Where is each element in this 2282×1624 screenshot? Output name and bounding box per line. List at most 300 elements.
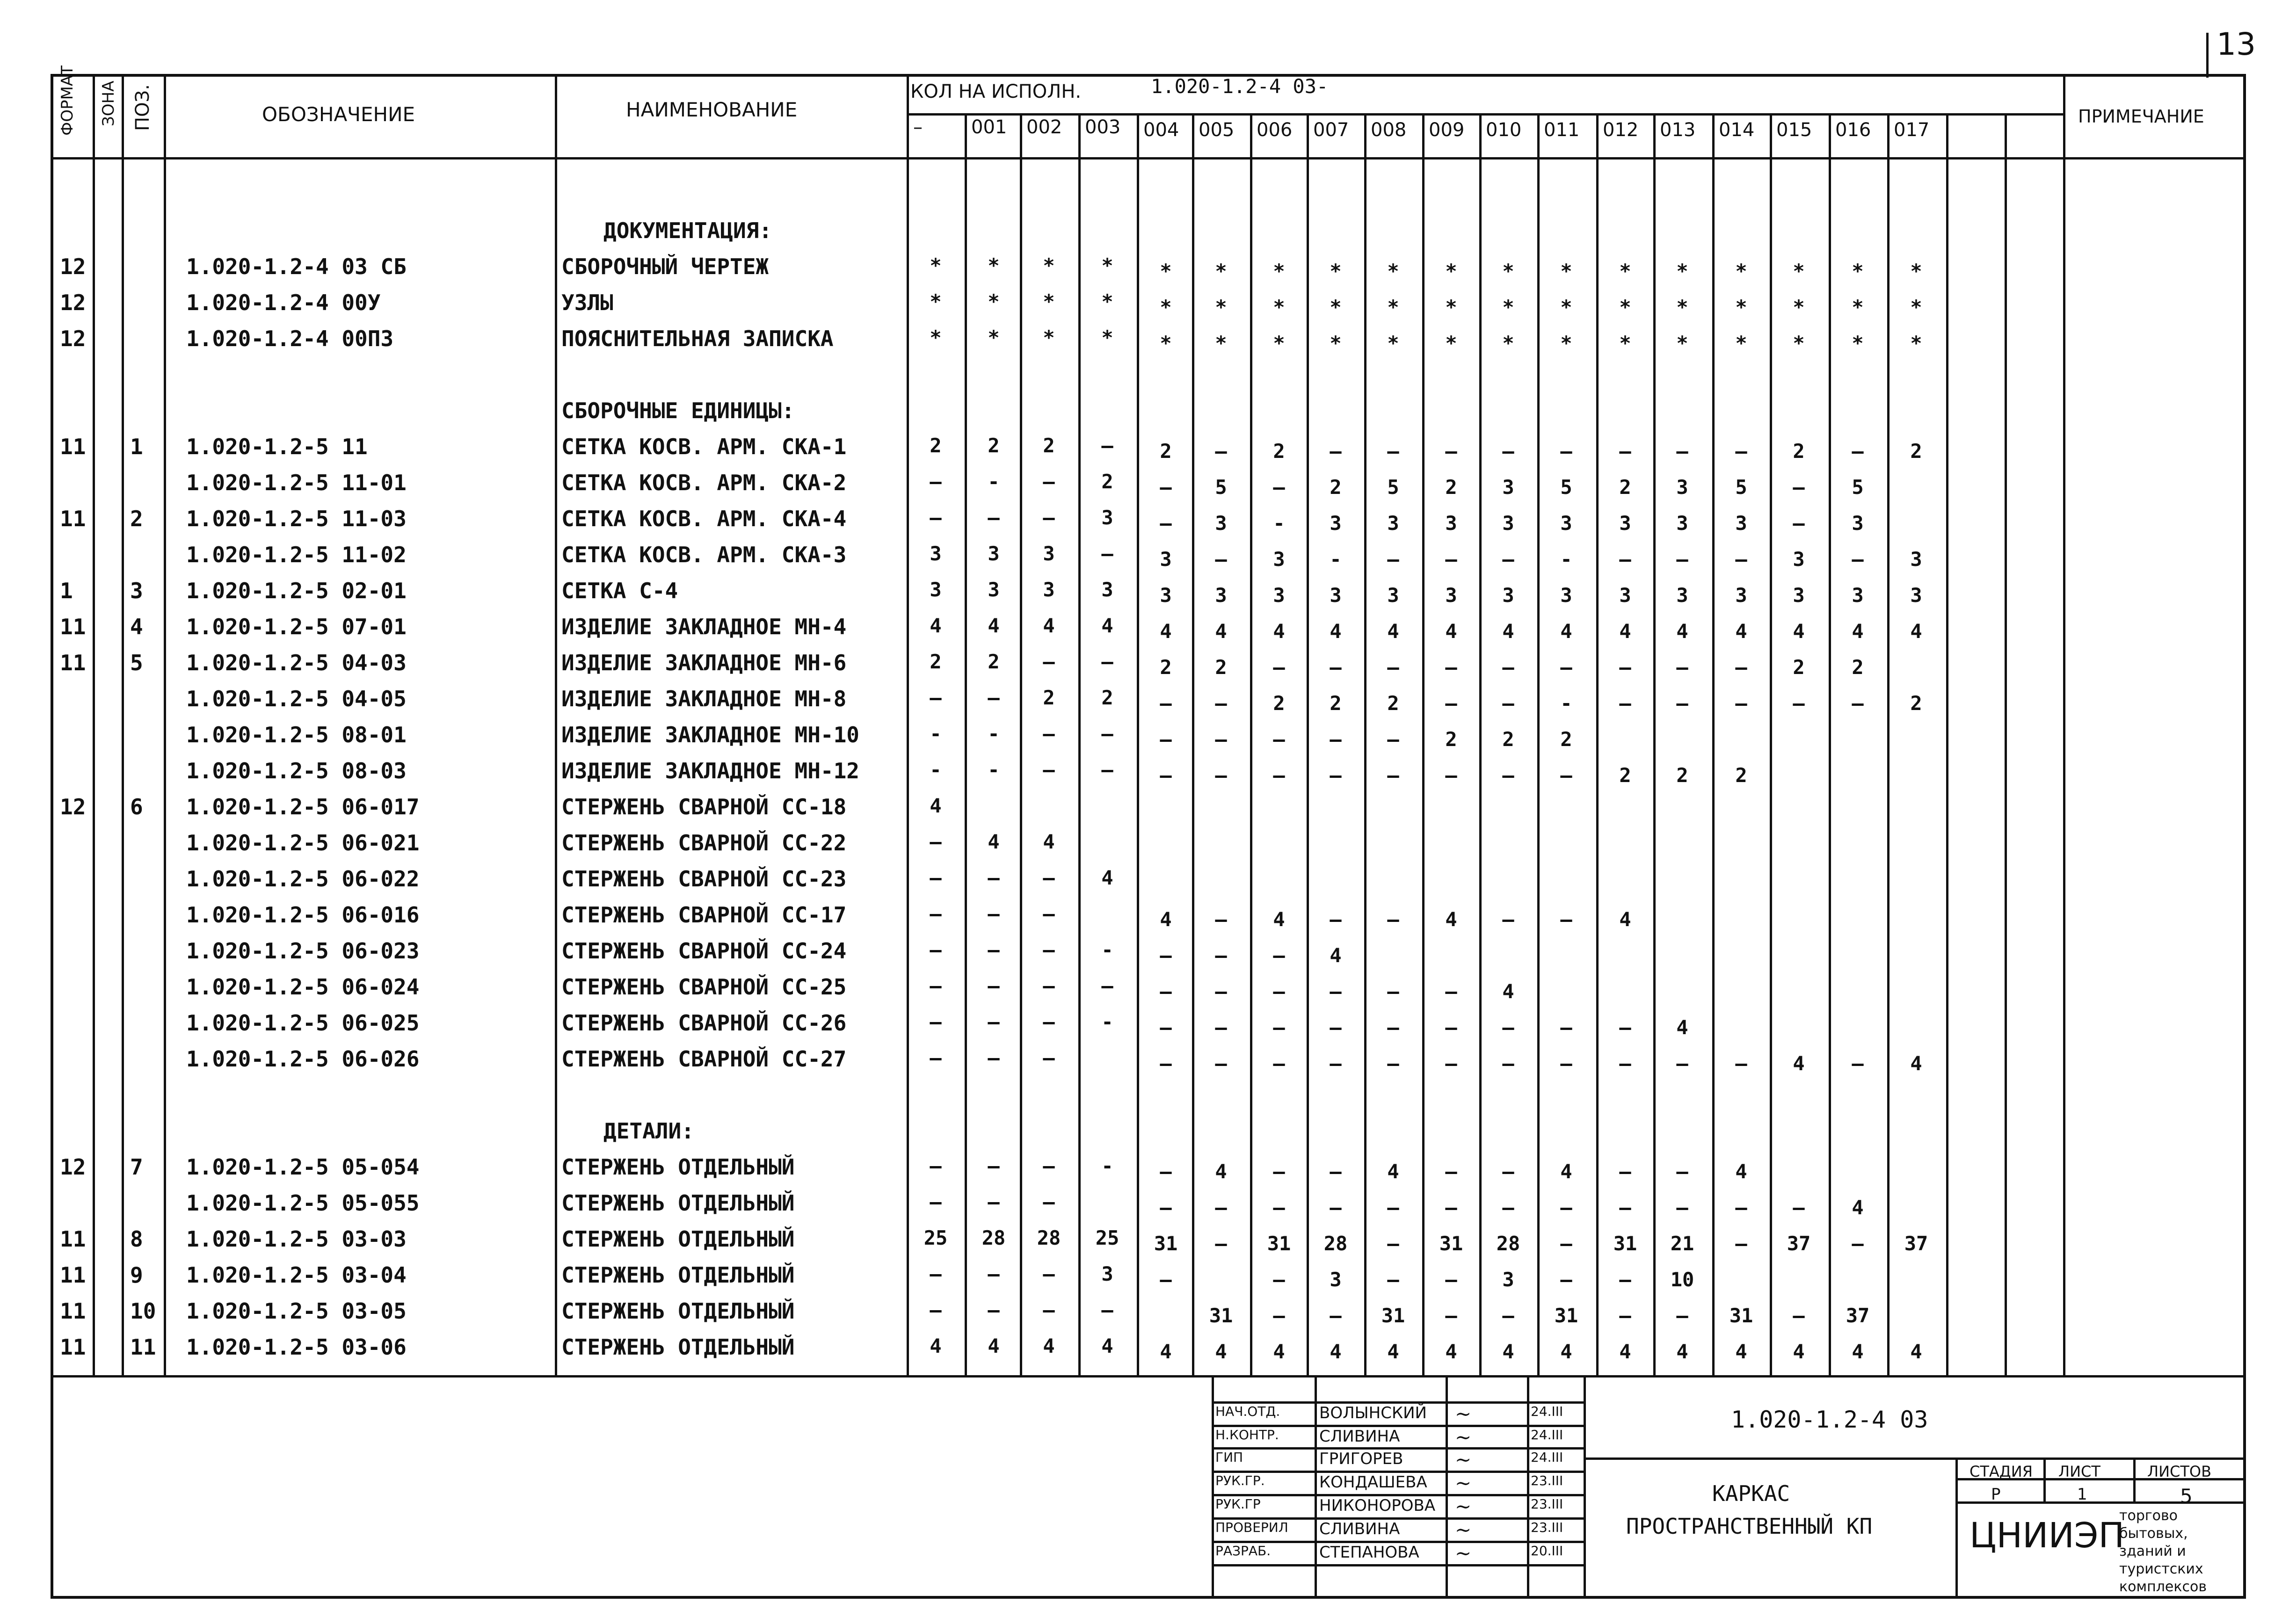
qty-cell: – bbox=[930, 902, 942, 925]
qty-cell: – bbox=[1330, 764, 1342, 787]
qty-cell: – bbox=[1560, 1196, 1572, 1219]
qty-cell: 3 bbox=[1735, 584, 1747, 607]
qty-cell: 2 bbox=[930, 650, 942, 673]
qty-cell: – bbox=[1043, 1298, 1055, 1321]
qty-cell: – bbox=[930, 686, 942, 709]
qty-cell: * bbox=[930, 326, 942, 349]
row-designation: 1.020-1.2-5 05-054 bbox=[186, 1154, 420, 1180]
qty-cell: * bbox=[1735, 260, 1747, 283]
qty-cell: – bbox=[1619, 656, 1631, 679]
qty-cell: – bbox=[930, 470, 942, 493]
row-name: ИЗДЕЛИЕ ЗАКЛАДНОЕ МН-6 bbox=[561, 650, 847, 675]
qty-cell: – bbox=[1735, 1232, 1747, 1255]
qty-cell: 4 bbox=[1560, 620, 1572, 643]
qty-cell: – bbox=[1215, 1232, 1227, 1255]
qty-cell: 4 bbox=[1160, 1340, 1172, 1363]
qty-cell: 10 bbox=[1670, 1268, 1694, 1291]
qty-cell: 4 bbox=[1852, 1196, 1864, 1219]
qty-cell: 3 bbox=[1910, 584, 1922, 607]
qty-cell: – bbox=[988, 1046, 1000, 1069]
qty-cell: – bbox=[1215, 1052, 1227, 1075]
row-position: 6 bbox=[130, 794, 143, 819]
signer-name: КОНДАШЕВА bbox=[1319, 1473, 1427, 1492]
qty-cell: 25 bbox=[923, 1226, 948, 1249]
row-format: 11 bbox=[60, 650, 86, 675]
header-bottom-line bbox=[51, 157, 2246, 160]
qty-cell: 4 bbox=[1445, 1340, 1457, 1363]
qty-cell: 2 bbox=[1910, 440, 1922, 463]
qty-cell: – bbox=[1101, 758, 1113, 781]
row-designation: 1.020-1.2-4 03 СБ bbox=[186, 254, 407, 279]
qty-cell: 4 bbox=[1735, 1160, 1747, 1183]
qty-cell: * bbox=[1502, 260, 1514, 283]
row-position: 4 bbox=[130, 614, 143, 639]
variant-header: 001 bbox=[971, 116, 1007, 138]
qty-cell: * bbox=[1676, 332, 1688, 355]
row-designation: 1.020-1.2-5 04-05 bbox=[186, 686, 407, 711]
row-format: 12 bbox=[60, 794, 86, 819]
qty-cell: - bbox=[930, 722, 942, 745]
qty-cell: 4 bbox=[1387, 1160, 1399, 1183]
qty-cell: 4 bbox=[930, 1334, 942, 1357]
variant-header: 004 bbox=[1143, 119, 1179, 141]
qty-cell: – bbox=[1215, 1196, 1227, 1219]
qty-cell: 4 bbox=[1215, 1340, 1227, 1363]
row-designation: 1.020-1.2-5 06-023 bbox=[186, 938, 420, 964]
qty-cell: – bbox=[1387, 728, 1399, 751]
qty-cell: 4 bbox=[988, 1334, 1000, 1357]
qty-cell: – bbox=[1160, 944, 1172, 967]
qty-cell: – bbox=[1793, 1196, 1805, 1219]
qty-cell: – bbox=[1160, 728, 1172, 751]
qty-cell: 4 bbox=[1387, 620, 1399, 643]
qty-cell: - bbox=[1101, 1010, 1113, 1033]
qty-cell: - bbox=[1560, 548, 1572, 571]
sheet-label: ЛИСТ bbox=[2058, 1463, 2100, 1480]
qty-cell: – bbox=[1043, 938, 1055, 961]
qty-cell: – bbox=[1101, 434, 1113, 457]
org-subtitle-line: комплексов bbox=[2119, 1579, 2207, 1595]
qty-cell: 4 bbox=[1793, 1340, 1805, 1363]
stage-value: Р bbox=[1991, 1485, 2001, 1504]
note-divider bbox=[2063, 74, 2065, 1375]
qty-cell: 3 bbox=[1560, 584, 1572, 607]
qty-cell: 31 bbox=[1154, 1232, 1178, 1255]
qty-cell: * bbox=[1160, 260, 1172, 283]
qty-cell: 3 bbox=[1676, 512, 1688, 535]
qty-cell: – bbox=[1502, 1052, 1514, 1075]
qty-subheader-line bbox=[907, 113, 2063, 116]
row-name: УЗЛЫ bbox=[561, 290, 613, 315]
row-format: 11 bbox=[60, 1226, 86, 1252]
qty-cell: 5 bbox=[1215, 476, 1227, 499]
qty-cell: 3 bbox=[1852, 584, 1864, 607]
qty-cell: – bbox=[1676, 1052, 1688, 1075]
qty-cell: 3 bbox=[1852, 512, 1864, 535]
qty-cell: – bbox=[1502, 908, 1514, 931]
qty-cell: – bbox=[1273, 728, 1285, 751]
qty-cell: 4 bbox=[1273, 908, 1285, 931]
qty-cell: – bbox=[1160, 1052, 1172, 1075]
qty-cell: 2 bbox=[1101, 470, 1113, 493]
qty-cell: – bbox=[1735, 1196, 1747, 1219]
col-designation-header: ОБОЗНАЧЕНИЕ bbox=[262, 103, 415, 126]
signer-name: ГРИГОРЕВ bbox=[1319, 1450, 1403, 1468]
row-name: СТЕРЖЕНЬ ОТДЕЛЬНЫЙ bbox=[561, 1190, 795, 1216]
qty-cell: – bbox=[1273, 656, 1285, 679]
tb-col bbox=[1584, 1375, 1586, 1599]
qty-cell: 4 bbox=[1910, 1340, 1922, 1363]
qty-cell: * bbox=[988, 290, 1000, 313]
qty-cell: * bbox=[1793, 260, 1805, 283]
qty-cell: – bbox=[1273, 980, 1285, 1003]
row-name: СТЕРЖЕНЬ СВАРНОЙ СС-17 bbox=[561, 902, 847, 928]
qty-cell: – bbox=[1215, 1016, 1227, 1039]
signature-mark: ~ bbox=[1455, 1518, 1472, 1541]
row-name: ИЗДЕЛИЕ ЗАКЛАДНОЕ МН-8 bbox=[561, 686, 847, 711]
qty-cell: 3 bbox=[1387, 512, 1399, 535]
qty-cell: 21 bbox=[1670, 1232, 1694, 1255]
qty-cell: – bbox=[1735, 1052, 1747, 1075]
variant-header: 011 bbox=[1544, 119, 1580, 141]
qty-cell: – bbox=[1330, 1016, 1342, 1039]
signer-role: ПРОВЕРИЛ bbox=[1215, 1520, 1288, 1535]
qty-cell: 2 bbox=[1619, 764, 1631, 787]
qty-cell: * bbox=[1273, 332, 1285, 355]
qty-cell: * bbox=[1387, 260, 1399, 283]
qty-cell: 5 bbox=[1852, 476, 1864, 499]
qty-cell: * bbox=[1852, 260, 1864, 283]
row-name: ПОЯСНИТЕЛЬНАЯ ЗАПИСКА bbox=[561, 326, 834, 351]
qty-cell: – bbox=[1101, 1298, 1113, 1321]
variant-header: – bbox=[913, 116, 923, 138]
qty-cell: – bbox=[1560, 440, 1572, 463]
qty-cell: 28 bbox=[1323, 1232, 1348, 1255]
qty-cell: – bbox=[1445, 1016, 1457, 1039]
row-designation: 1.020-1.2-5 02-01 bbox=[186, 578, 407, 603]
qty-cell: 3 bbox=[1560, 512, 1572, 535]
qty-cell: 3 bbox=[1502, 1268, 1514, 1291]
qty-cell: 4 bbox=[1273, 1340, 1285, 1363]
qty-cell: 2 bbox=[1560, 728, 1572, 751]
qty-cell: – bbox=[1387, 764, 1399, 787]
qty-cell: – bbox=[1619, 692, 1631, 715]
qty-cell: * bbox=[1043, 326, 1055, 349]
qty-cell: – bbox=[1445, 656, 1457, 679]
qty-cell: 28 bbox=[1037, 1226, 1061, 1249]
qty-cell: * bbox=[1735, 332, 1747, 355]
qty-cell: – bbox=[1676, 1304, 1688, 1327]
qty-cell: * bbox=[1445, 260, 1457, 283]
qty-cell: – bbox=[1445, 440, 1457, 463]
qty-cell: – bbox=[1273, 1304, 1285, 1327]
row-format: 1 bbox=[60, 578, 73, 603]
variant-header: 017 bbox=[1894, 119, 1930, 141]
qty-cell: 3 bbox=[930, 542, 942, 565]
signer-name: СЛИВИНА bbox=[1319, 1427, 1400, 1446]
qty-cell: 4 bbox=[1043, 614, 1055, 637]
qty-cell: – bbox=[1676, 1196, 1688, 1219]
signer-name: СТЕПАНОВА bbox=[1319, 1543, 1419, 1562]
qty-cell: – bbox=[1043, 902, 1055, 925]
qty-cell: 2 bbox=[1273, 692, 1285, 715]
qty-cell: 5 bbox=[1735, 476, 1747, 499]
sign-date: 23.III bbox=[1531, 1473, 1563, 1488]
qty-cell: 4 bbox=[1160, 908, 1172, 931]
qty-cell: – bbox=[1852, 1052, 1864, 1075]
qty-cell: 3 bbox=[1676, 476, 1688, 499]
qty-cell: – bbox=[1793, 1304, 1805, 1327]
qty-cell: 4 bbox=[1793, 620, 1805, 643]
row-designation: 1.020-1.2-5 06-026 bbox=[186, 1046, 420, 1072]
qty-cell: – bbox=[1330, 1160, 1342, 1183]
row-position: 11 bbox=[130, 1334, 156, 1360]
qty-cell: 4 bbox=[1330, 944, 1342, 967]
qty-cell: * bbox=[1101, 326, 1113, 349]
qty-cell: – bbox=[1502, 1304, 1514, 1327]
qty-cell: – bbox=[1273, 764, 1285, 787]
qty-cell: – bbox=[1043, 506, 1055, 529]
qty-cell: – bbox=[1619, 1016, 1631, 1039]
qty-cell: – bbox=[1445, 692, 1457, 715]
qty-cell: – bbox=[988, 686, 1000, 709]
qty-cell: 2 bbox=[1160, 656, 1172, 679]
qty-cell: – bbox=[1445, 1196, 1457, 1219]
qty-cell: – bbox=[988, 938, 1000, 961]
qty-cell: 4 bbox=[1910, 1052, 1922, 1075]
qty-cell: 4 bbox=[1735, 1340, 1747, 1363]
row-format: 11 bbox=[60, 614, 86, 639]
qty-cell: – bbox=[1502, 548, 1514, 571]
qty-cell: * bbox=[1910, 296, 1922, 319]
qty-cell: 4 bbox=[1676, 1340, 1688, 1363]
qty-cell: – bbox=[1560, 656, 1572, 679]
qty-cell: 3 bbox=[1160, 584, 1172, 607]
qty-cell: 4 bbox=[1160, 620, 1172, 643]
qty-cell: – bbox=[1387, 440, 1399, 463]
qty-cell: * bbox=[1445, 332, 1457, 355]
signature-mark: ~ bbox=[1455, 1402, 1472, 1425]
qty-cell: – bbox=[1387, 1196, 1399, 1219]
qty-cell: 31 bbox=[1729, 1304, 1753, 1327]
sign-date: 20.III bbox=[1531, 1543, 1563, 1559]
qty-cell: 4 bbox=[1330, 620, 1342, 643]
variant-header: 002 bbox=[1026, 116, 1062, 138]
org-subtitle-line: зданий и bbox=[2119, 1543, 2186, 1559]
qty-cell: 3 bbox=[1330, 512, 1342, 535]
qty-cell: – bbox=[1101, 650, 1113, 673]
qty-cell: 31 bbox=[1381, 1304, 1405, 1327]
qty-cell: – bbox=[1735, 692, 1747, 715]
qty-cell: – bbox=[1852, 548, 1864, 571]
qty-cell: 4 bbox=[1502, 1340, 1514, 1363]
row-designation: 1.020-1.2-5 11-02 bbox=[186, 542, 407, 567]
sheets-value: 5 bbox=[2180, 1485, 2193, 1508]
qty-cell: 3 bbox=[930, 578, 942, 601]
sign-date: 24.III bbox=[1531, 1427, 1563, 1443]
qty-cell: 3 bbox=[1910, 548, 1922, 571]
qty-cell: * bbox=[1387, 332, 1399, 355]
qty-cell: 4 bbox=[1215, 620, 1227, 643]
row-name: СТЕРЖЕНЬ ОТДЕЛЬНЫЙ bbox=[561, 1154, 795, 1180]
qty-cell: – bbox=[1215, 764, 1227, 787]
variant-header: 006 bbox=[1257, 119, 1293, 141]
qty-cell: 4 bbox=[1676, 1016, 1688, 1039]
row-designation: 1.020-1.2-5 03-03 bbox=[186, 1226, 407, 1252]
qty-cell: – bbox=[988, 1262, 1000, 1285]
qty-cell: – bbox=[1160, 1268, 1172, 1291]
qty-cell: 4 bbox=[1560, 1340, 1572, 1363]
qty-cell: – bbox=[1619, 1196, 1631, 1219]
qty-cell: – bbox=[1043, 470, 1055, 493]
row-name: СТЕРЖЕНЬ ОТДЕЛЬНЫЙ bbox=[561, 1298, 795, 1324]
qty-cell: – bbox=[1619, 548, 1631, 571]
qty-cell: 4 bbox=[1619, 620, 1631, 643]
qty-cell: – bbox=[930, 1262, 942, 1285]
col-note-header: ПРИМЕЧАНИЕ bbox=[2078, 106, 2204, 127]
qty-cell: – bbox=[1852, 1232, 1864, 1255]
qty-cell: – bbox=[1502, 1196, 1514, 1219]
qty-cell: – bbox=[1160, 476, 1172, 499]
qty-cell: – bbox=[1043, 722, 1055, 745]
org-subtitle-line: бытовых, bbox=[2119, 1525, 2188, 1542]
qty-cell: – bbox=[1330, 656, 1342, 679]
qty-cell: 3 bbox=[1160, 548, 1172, 571]
qty-cell: – bbox=[1619, 1160, 1631, 1183]
qty-cell: 2 bbox=[1793, 656, 1805, 679]
qty-cell: 2 bbox=[1387, 692, 1399, 715]
qty-cell: 2 bbox=[1101, 686, 1113, 709]
sheet-value: 1 bbox=[2077, 1485, 2087, 1504]
qty-cell: 4 bbox=[1445, 620, 1457, 643]
signature-mark: ~ bbox=[1455, 1426, 1472, 1449]
qty-cell: * bbox=[1560, 332, 1572, 355]
row-name: СТЕРЖЕНЬ СВАРНОЙ СС-24 bbox=[561, 938, 847, 964]
qty-cell: 4 bbox=[1387, 1340, 1399, 1363]
qty-cell: * bbox=[1160, 332, 1172, 355]
page-number-tick bbox=[2206, 33, 2209, 78]
qty-cell: – bbox=[1330, 1052, 1342, 1075]
qty-cell: * bbox=[1560, 260, 1572, 283]
qty-cell: – bbox=[1445, 1052, 1457, 1075]
qty-cell: 3 bbox=[1330, 584, 1342, 607]
row-designation: 1.020-1.2-5 08-01 bbox=[186, 722, 407, 747]
qty-cell: – bbox=[1160, 1196, 1172, 1219]
qty-cell: 5 bbox=[1387, 476, 1399, 499]
doc-code: 1.020-1.2-4 03 bbox=[1731, 1406, 1928, 1433]
row-position: 10 bbox=[130, 1298, 156, 1324]
qty-cell: – bbox=[1619, 1268, 1631, 1291]
qty-cell: 3 bbox=[1215, 512, 1227, 535]
qty-cell: – bbox=[988, 1298, 1000, 1321]
qty-cell: * bbox=[1676, 260, 1688, 283]
qty-divider bbox=[2005, 113, 2007, 1375]
row-name: СЕТКА КОСВ. АРМ. СКА-1 bbox=[561, 434, 847, 459]
qty-cell: 2 bbox=[1619, 476, 1631, 499]
variant-header: 015 bbox=[1776, 119, 1812, 141]
qty-cell: 2 bbox=[1160, 440, 1172, 463]
row-designation: 1.020-1.2-5 11 bbox=[186, 434, 368, 459]
qty-cell: * bbox=[1273, 296, 1285, 319]
qty-cell: 2 bbox=[988, 434, 1000, 457]
qty-cell: 3 bbox=[1619, 512, 1631, 535]
qty-cell: 4 bbox=[930, 794, 942, 817]
qty-cell: * bbox=[1910, 332, 1922, 355]
qty-cell: – bbox=[1043, 1010, 1055, 1033]
variant-header: 009 bbox=[1429, 119, 1465, 141]
row-position: 9 bbox=[130, 1262, 143, 1288]
page-number: 13 bbox=[2217, 26, 2256, 62]
qty-cell: * bbox=[1101, 254, 1113, 277]
variant-header: 007 bbox=[1313, 119, 1349, 141]
col-pos-header: ПОЗ. bbox=[132, 84, 153, 131]
title-line2: ПРОСТРАНСТВЕННЫЙ КП bbox=[1626, 1514, 1873, 1539]
row-name: СТЕРЖЕНЬ СВАРНОЙ СС-26 bbox=[561, 1010, 847, 1036]
row-format: 12 bbox=[60, 290, 86, 315]
qty-cell: 3 bbox=[1676, 584, 1688, 607]
qty-cell: 3 bbox=[1387, 584, 1399, 607]
sign-date: 23.III bbox=[1531, 1496, 1563, 1512]
qty-cell: – bbox=[1560, 908, 1572, 931]
qty-cell: – bbox=[1619, 440, 1631, 463]
qty-cell: 3 bbox=[1101, 506, 1113, 529]
row-name: СТЕРЖЕНЬ СВАРНОЙ СС-23 bbox=[561, 866, 847, 892]
qty-cell: * bbox=[1101, 290, 1113, 313]
qty-cell: 4 bbox=[988, 830, 1000, 853]
qty-cell: 4 bbox=[1043, 830, 1055, 853]
qty-cell: – bbox=[1735, 440, 1747, 463]
col-format-header: ФОРМАТ bbox=[58, 65, 77, 136]
qty-cell: – bbox=[1160, 512, 1172, 535]
row-name: СТЕРЖЕНЬ СВАРНОЙ СС-18 bbox=[561, 794, 847, 819]
qty-cell: – bbox=[1502, 764, 1514, 787]
qty-cell: – bbox=[1852, 692, 1864, 715]
qty-cell: 3 bbox=[1330, 1268, 1342, 1291]
qty-cell: - bbox=[1101, 1154, 1113, 1177]
qty-cell: 4 bbox=[1273, 620, 1285, 643]
qty-cell: – bbox=[1160, 1160, 1172, 1183]
col-name-header: НАИМЕНОВАНИЕ bbox=[626, 98, 798, 121]
qty-cell: * bbox=[1619, 332, 1631, 355]
qty-cell: – bbox=[1445, 980, 1457, 1003]
qty-cell: 3 bbox=[1101, 578, 1113, 601]
qty-cell: – bbox=[1273, 1268, 1285, 1291]
qty-cell: 31 bbox=[1613, 1232, 1637, 1255]
qty-cell: – bbox=[1502, 440, 1514, 463]
org-name: ЦНИИЭП bbox=[1969, 1515, 2125, 1556]
qty-cell: 2 bbox=[1445, 476, 1457, 499]
qty-cell: * bbox=[1445, 296, 1457, 319]
variant-header: 010 bbox=[1486, 119, 1522, 141]
qty-cell: – bbox=[1043, 1046, 1055, 1069]
tb-line bbox=[1584, 1457, 2246, 1460]
qty-cell: 3 bbox=[988, 542, 1000, 565]
qty-cell: – bbox=[1330, 1196, 1342, 1219]
qty-cell: 2 bbox=[1330, 476, 1342, 499]
qty-cell: – bbox=[1160, 764, 1172, 787]
qty-cell: 4 bbox=[1101, 1334, 1113, 1357]
qty-cell: – bbox=[1445, 764, 1457, 787]
row-name: ДОКУМЕНТАЦИЯ: bbox=[603, 218, 772, 243]
qty-cell: – bbox=[1387, 980, 1399, 1003]
qty-cell: 37 bbox=[1904, 1232, 1928, 1255]
qty-cell: 31 bbox=[1209, 1304, 1233, 1327]
qty-doc: 1.020-1.2-4 03- bbox=[1151, 75, 1329, 98]
qty-cell: 2 bbox=[1330, 692, 1342, 715]
qty-cell: – bbox=[988, 902, 1000, 925]
row-name: ИЗДЕЛИЕ ЗАКЛАДНОЕ МН-10 bbox=[561, 722, 859, 747]
row-designation: 1.020-1.2-5 06-022 bbox=[186, 866, 420, 892]
